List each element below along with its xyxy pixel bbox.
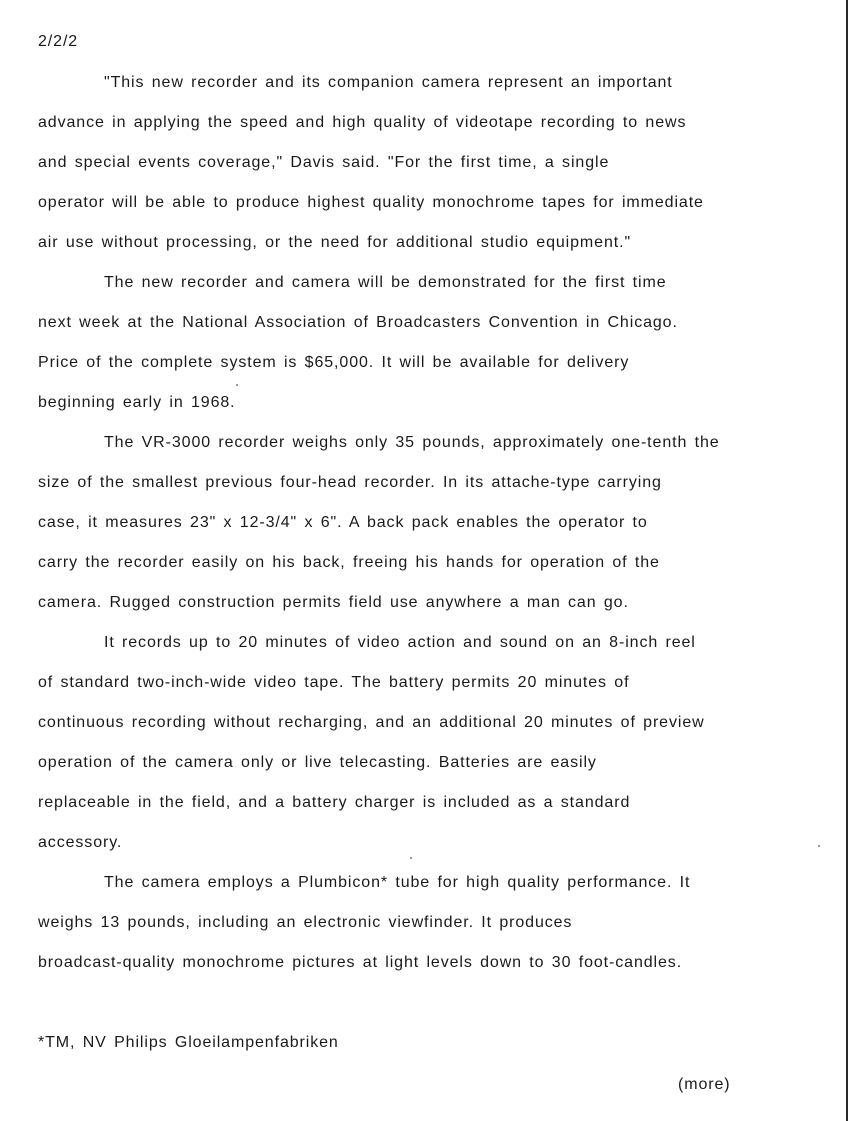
paragraph-1-line-3: and special events coverage," Davis said. "For the first time, a single <box>38 154 610 171</box>
paragraph-5-line-2: weighs 13 pounds, including an electronic viewfinder. It produces <box>38 914 573 931</box>
scan-speck <box>236 384 238 386</box>
paragraph-3-line-5: camera. Rugged construction permits field use anywhere a man can go. <box>38 594 629 611</box>
paragraph-3-line-2: size of the smallest previous four-head recorder. In its attache-type carrying <box>38 474 662 491</box>
scan-speck <box>818 845 820 847</box>
paragraph-4-line-6: accessory. <box>38 834 123 851</box>
page-edge-line <box>846 0 848 1121</box>
paragraph-2-line-4: beginning early in 1968. <box>38 394 236 411</box>
paragraph-1-line-4: operator will be able to produce highest quality monochrome tapes for immediate <box>38 194 704 211</box>
paragraph-3-line-1: The VR-3000 recorder weighs only 35 pounds, approximately one-tenth the <box>104 434 720 451</box>
page-number: 2/2/2 <box>38 33 79 50</box>
scan-speck <box>410 857 412 859</box>
paragraph-4-line-4: operation of the camera only or live telecasting. Batteries are easily <box>38 754 597 771</box>
more-continuation-marker: (more) <box>678 1076 731 1093</box>
paragraph-5-line-1: The camera employs a Plumbicon* tube for high quality performance. It <box>104 874 691 891</box>
paragraph-4-line-5: replaceable in the field, and a battery charger is included as a standard <box>38 794 631 811</box>
paragraph-4-line-2: of standard two-inch-wide video tape. The battery permits 20 minutes of <box>38 674 630 691</box>
paragraph-3-line-4: carry the recorder easily on his back, freeing his hands for operation of the <box>38 554 660 571</box>
paragraph-3-line-3: case, it measures 23" x 12-3/4" x 6". A back pack enables the operator to <box>38 514 648 531</box>
paragraph-2-line-2: next week at the National Association of Broadcasters Convention in Chicago. <box>38 314 678 331</box>
paragraph-1-line-5: air use without processing, or the need for additional studio equipment." <box>38 234 632 251</box>
paragraph-2-line-1: The new recorder and camera will be demonstrated for the first time <box>104 274 667 291</box>
trademark-footnote: *TM, NV Philips Gloeilampenfabriken <box>38 1034 339 1051</box>
paragraph-2-line-3: Price of the complete system is $65,000. It will be available for delivery <box>38 354 630 371</box>
paragraph-4-line-1: It records up to 20 minutes of video action and sound on an 8-inch reel <box>104 634 696 651</box>
paragraph-1-line-1: "This new recorder and its companion camera represent an important <box>104 74 673 91</box>
paragraph-1-line-2: advance in applying the speed and high quality of videotape recording to news <box>38 114 687 131</box>
paragraph-5-line-3: broadcast-quality monochrome pictures at light levels down to 30 foot-candles. <box>38 954 683 971</box>
paragraph-4-line-3: continuous recording without recharging, and an additional 20 minutes of preview <box>38 714 705 731</box>
